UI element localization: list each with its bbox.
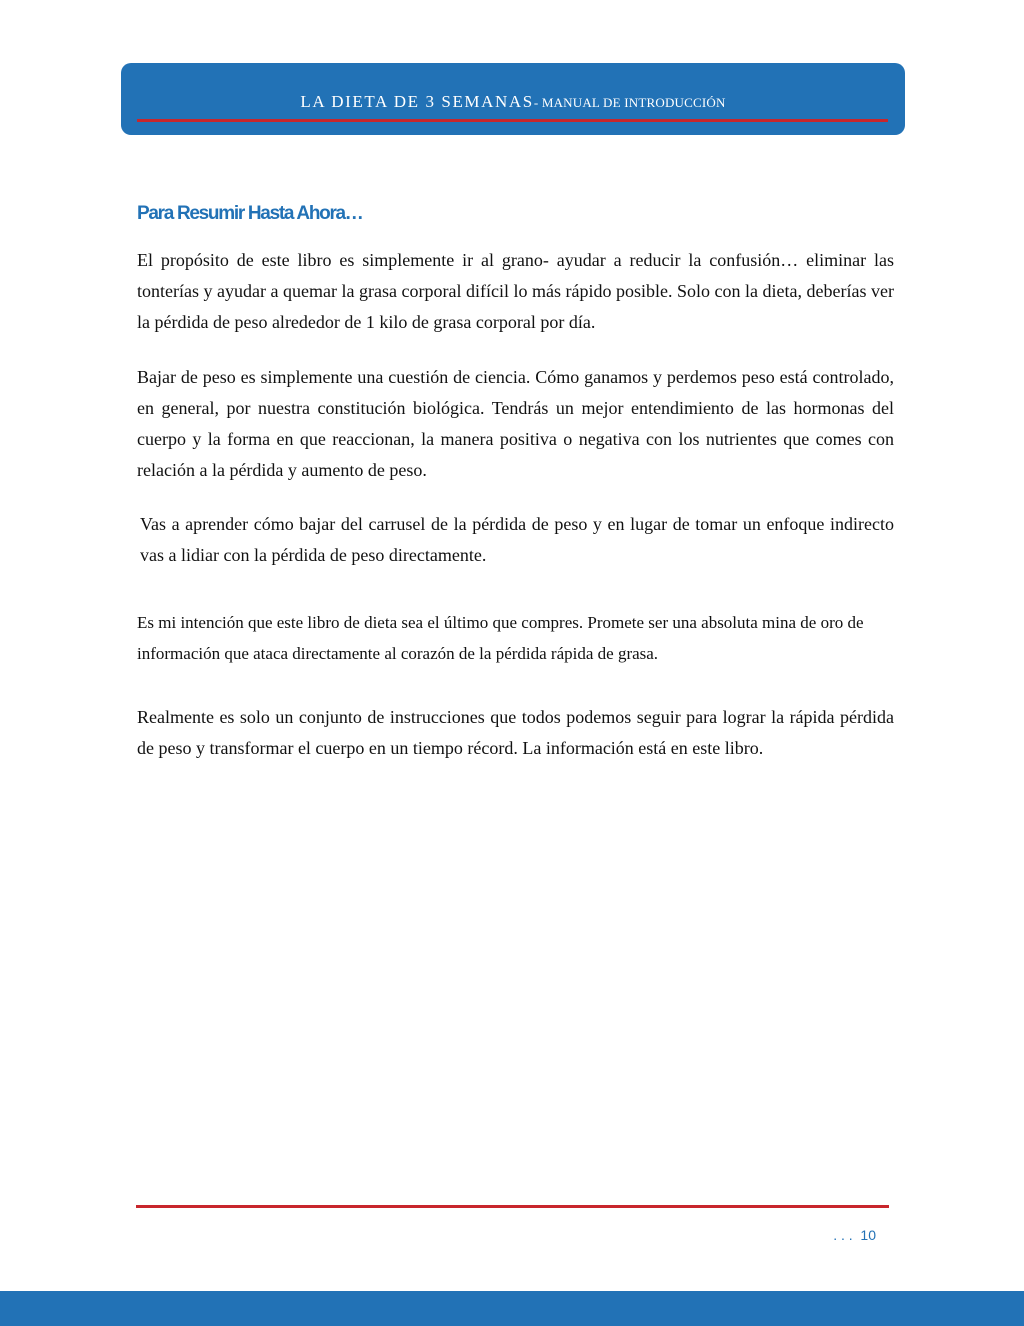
header-banner: [121, 63, 905, 135]
document-title-sub: - MANUAL DE INTRODUCCIÓN: [533, 95, 726, 110]
document-title: [121, 91, 905, 114]
footer-bar: [0, 1291, 1024, 1326]
page-number: . . . 10: [833, 1227, 876, 1243]
paragraph-instructions: Realmente es solo un conjunto de instrucciones que todos podemos seguir para lograr la rápida pérdida de peso y transformar el cuerpo en un tiempo récord. La información está en este libro.: [137, 707, 894, 758]
header-divider: [137, 119, 888, 122]
paragraph-science: Bajar de peso es simplemente una cuestión de ciencia. Cómo ganamos y perdemos peso está controlado, en general, por nuestra constitución biológica. Tendrás un mejor entendimiento de las hormonas del cuerpo y la forma en que reaccionan, la manera positiva o negativa con los nutrientes que comes con relación a la pérdida y aumento de peso.: [137, 367, 894, 480]
document-title-main: LA DIETA DE 3 SEMANAS: [300, 92, 534, 111]
section-heading: Para Resumir Hasta Ahora…: [137, 203, 363, 224]
paragraph-carousel: Vas a aprender cómo bajar del carrusel de la pérdida de peso y en lugar de tomar un enfoque indirecto vas a lidiar con la pérdida de peso directamente.: [140, 514, 894, 565]
footer-divider: [136, 1205, 889, 1208]
paragraph-purpose: El propósito de este libro es simplemente ir al grano- ayudar a reducir la confusión… eliminar las tonterías y ayudar a quemar la grasa corporal difícil lo más rápido posible. Solo con la dieta, deberías ver la pérdida de peso alrededor de 1 kilo de grasa corporal por día.: [137, 250, 894, 332]
paragraph-intention: Es mi intención que este libro de dieta sea el último que compres. Promete ser una absoluta mina de oro de información que ataca directamente al corazón de la pérdida rápida de grasa.: [137, 613, 864, 663]
